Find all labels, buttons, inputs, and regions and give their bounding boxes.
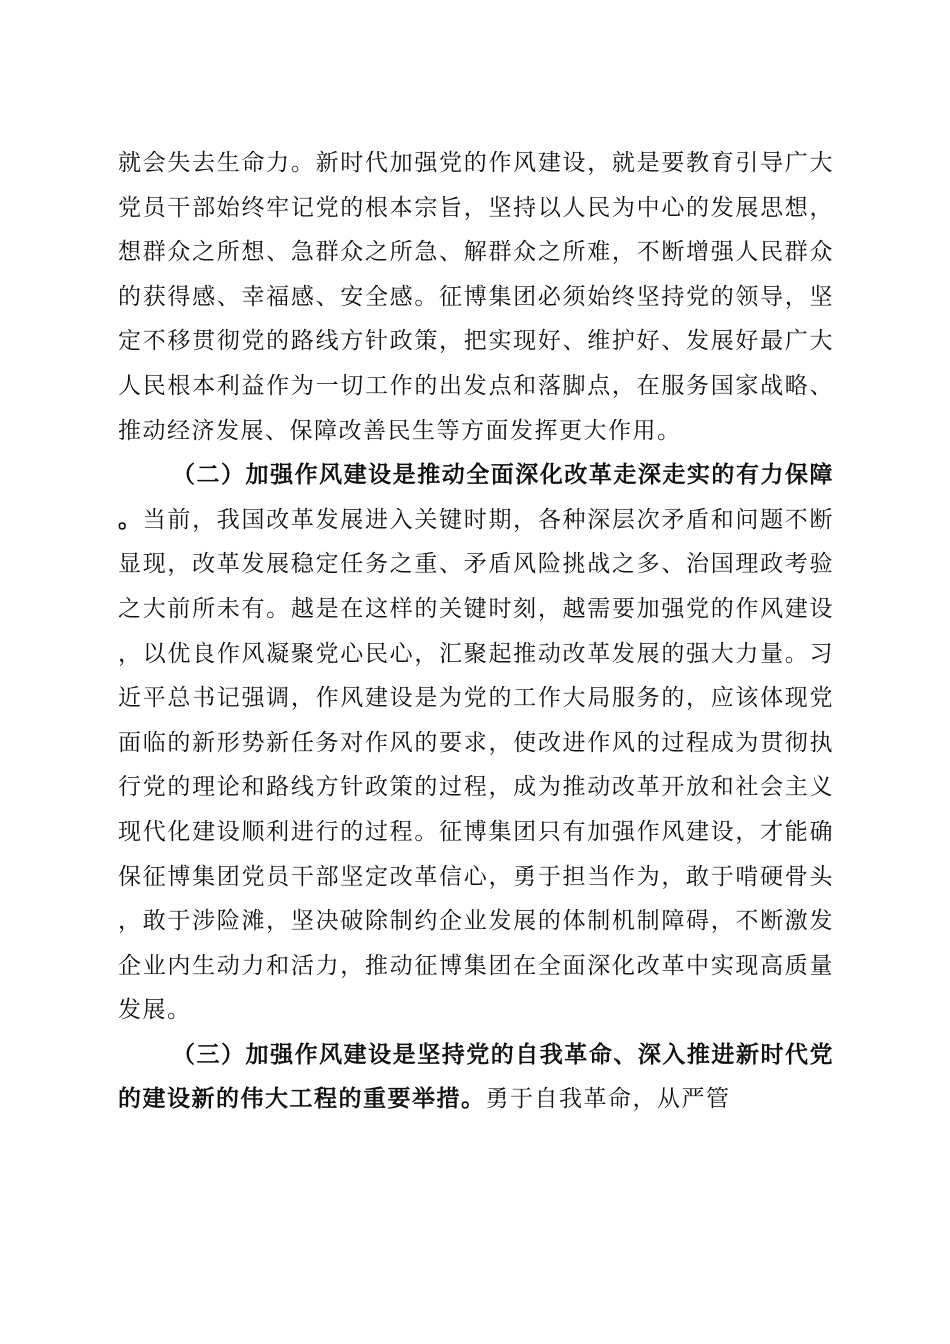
paragraph-3-body: 勇于自我革命，从严管 [485,1086,731,1113]
paragraph-1 [118,141,834,453]
document-body [118,141,834,1122]
paragraph-2-heading: （二）加强作风建设是推动全面深化改革走深走实的有力保障。 [118,461,834,533]
paragraph-3-heading: （三）加强作风建设是坚持党的自我革命、深入推进新时代党的建设新的伟大工程的重要举措。 [118,1040,834,1113]
paragraph-2 [118,453,834,1033]
paragraph-3 [118,1033,834,1122]
paragraph-2-body: 当前，我国改革发展进入关键时期，各种深层次矛盾和问题不断显现，改革发展稳定任务之重、矛盾风险挑战之多、治国理政考验之大前所未有。越是在这样的关键时刻，越需要加强党的作风建设，以优良作风凝聚党心民心，汇聚起推动改革发展的强大力量。习近平总书记强调，作风建设是为党的工作大局服务的，应该体现党面临的新形势新任务对作风的要求，使改进作风的过程成为贯彻执行党的理论和路线方针政策的过程，成为推动改革开放和社会主义现代化建设顺利进行的过程。征博集团只有加强作风建设，才能确保征博集团党员干部坚定改革信心，勇于担当作为，敢于啃硬骨头，敢于涉险滩，坚决破除制约企业发展的体制机制障碍，不断激发企业内生动力和活力，推动征博集团在全面深化改革中实现高质量发展。 [118,506,835,1024]
paragraph-1-body: 就会失去生命力。新时代加强党的作风建设，就是要教育引导广大党员干部始终牢记党的根本宗旨，坚持以人民为中心的发展思想，想群众之所想、急群众之所急、解群众之所难，不断增强人民群众的获得感、幸福感、安全感。征博集团必须始终坚持党的领导，坚定不移贯彻党的路线方针政策，把实现好、维护好、发展好最广大人民根本利益作为一切工作的出发点和落脚点，在服务国家战略、推动经济发展、保障改善民生等方面发挥更大作用。 [118,150,834,444]
